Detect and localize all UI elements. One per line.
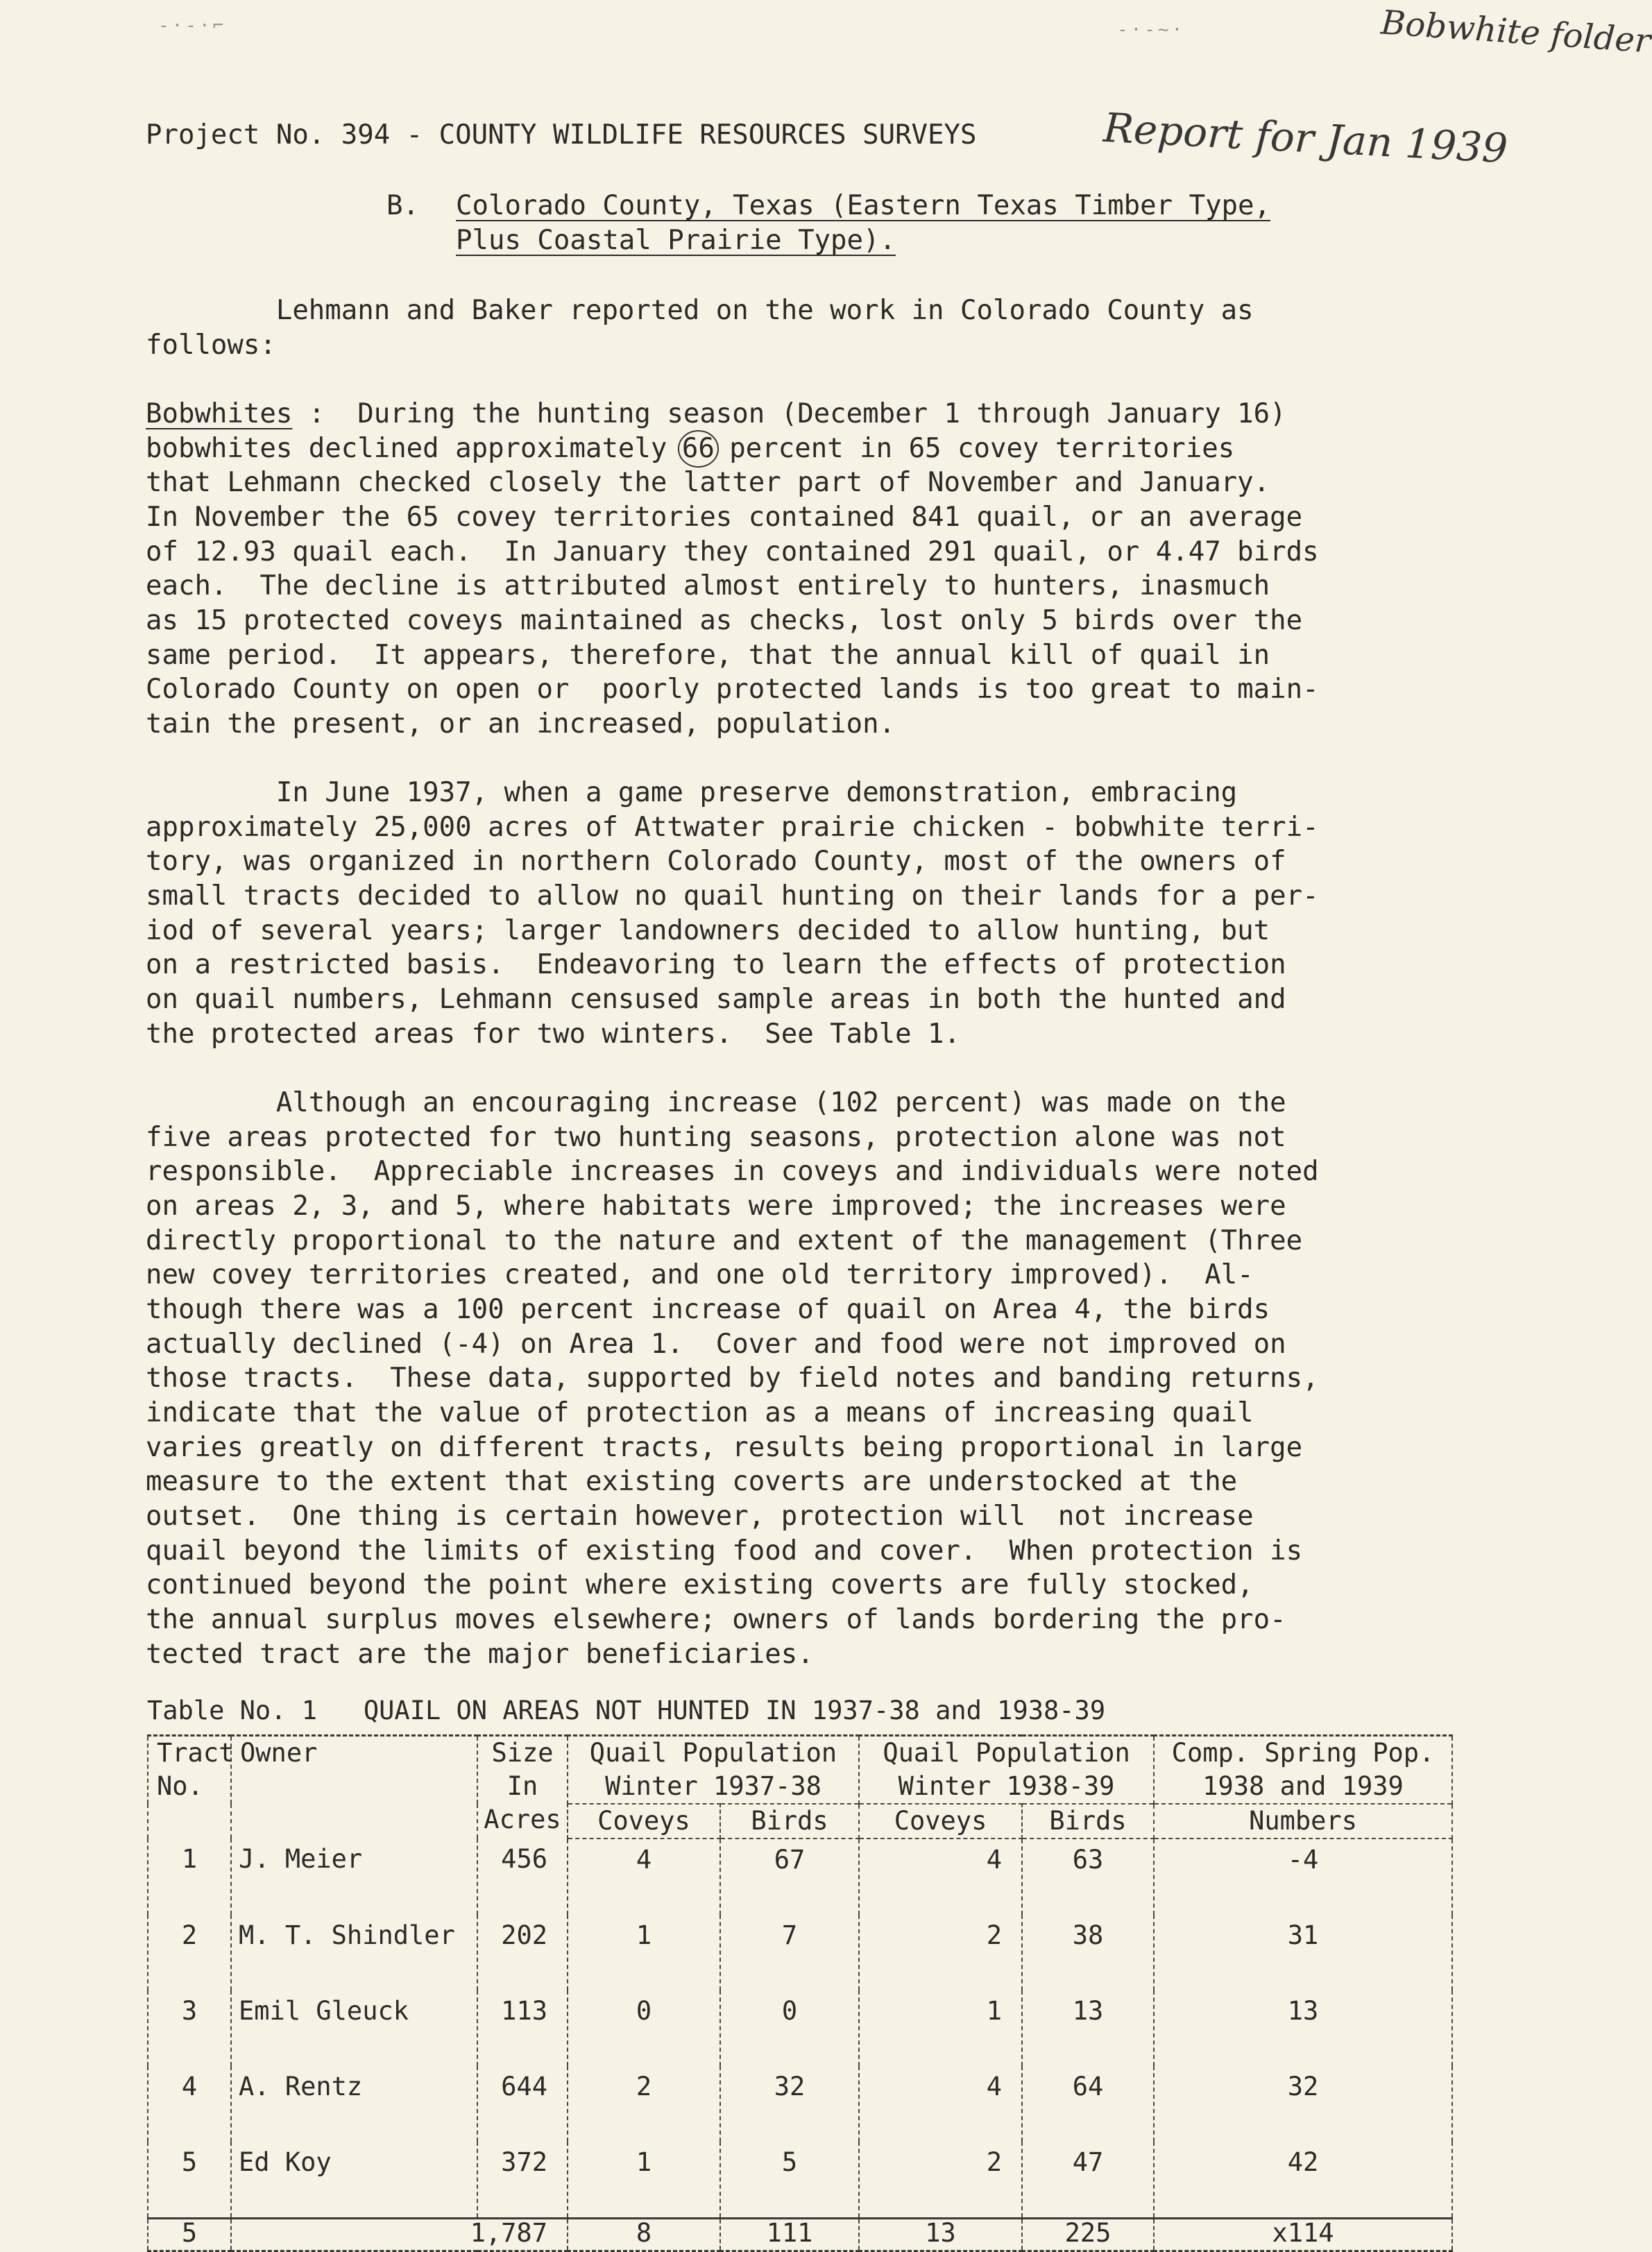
section-title-line1: Colorado County, Texas (Eastern Texas Timber Type, (456, 190, 1270, 221)
header-owner: Owner (231, 1736, 477, 1839)
para2-line-8: the protected areas for two winters. See Table 1. (146, 1018, 960, 1050)
bobwhites-line-8: same period. It appears, therefore, that the annual kill of quail in (146, 640, 1270, 671)
cell-owner: Ed Koy (231, 2142, 477, 2219)
cell-birds-1937: 7 (720, 1915, 859, 1990)
cell-coveys-1938: 4 (859, 1839, 1022, 1915)
header-coveys-1937: Coveys (568, 1804, 720, 1839)
para3-line-12: measure to the extent that existing coverts are understocked at the (146, 1466, 1238, 1497)
cell-owner: Emil Gleuck (231, 1990, 477, 2066)
cell-coveys-1937: 1 (568, 1915, 720, 1990)
total-acres: 1,787 (231, 2219, 568, 2251)
total-coveys-1938: 13 (859, 2219, 1022, 2251)
bobwhites-line-4: In November the 65 covey territories contained 841 quail, or an average (146, 502, 1303, 533)
table-row (148, 2066, 1452, 2142)
table-row (148, 1915, 1452, 1990)
cell-owner: M. T. Shindler (231, 1915, 477, 1990)
cell-coveys-1938: 2 (859, 2142, 1022, 2219)
table-header-row (148, 1736, 1452, 1805)
para2-line-3: tory, was organized in northern Colorado County, most of the owners of (146, 846, 1286, 877)
total-tract: 5 (148, 2219, 231, 2251)
cell-birds-1938: 38 (1022, 1915, 1154, 1990)
para3-line-1: Although an encouraging increase (102 percent) was made on the (146, 1087, 1286, 1118)
para3-line-9: those tracts. These data, supported by field notes and banding returns, (146, 1363, 1319, 1394)
para2-line-1: In June 1937, when a game preserve demonstration, embracing (146, 777, 1238, 808)
circled-percent: 66 (678, 430, 719, 468)
para3-line-5: directly proportional to the nature and extent of the management (Three (146, 1225, 1303, 1256)
para2-line-7: on quail numbers, Lehmann censused sample areas in both the hunted and (146, 984, 1286, 1015)
cell-coveys-1937: 0 (568, 1990, 720, 2066)
cell-comp: 13 (1154, 1990, 1452, 2066)
cell-birds-1937: 67 (720, 1839, 859, 1915)
para2-line-5: iod of several years; larger landowners decided to allow hunting, but (146, 915, 1270, 946)
header-birds-1938: Birds (1022, 1804, 1154, 1839)
quail-table (147, 1734, 1453, 2252)
handwritten-folder-note: Bobwhite folder (1379, 3, 1652, 61)
pencil-mark-left: -·-·⌐ (158, 15, 227, 36)
table-row (148, 1839, 1452, 1915)
table-row (148, 1990, 1452, 2066)
para3-line-10: indicate that the value of protection as a means of increasing quail (146, 1397, 1254, 1428)
section-title-line2: Plus Coastal Prairie Type). (456, 225, 896, 256)
project-title: Project No. 394 - COUNTY WILDLIFE RESOURCES SURVEYS (146, 119, 977, 151)
cell-owner: J. Meier (231, 1839, 477, 1915)
para3-line-14: quail beyond the limits of existing food and cover. When protection is (146, 1535, 1303, 1567)
bobwhites-line-2-end: percent in 65 covey territories (713, 433, 1235, 464)
cell-birds-1937: 5 (720, 2142, 859, 2219)
para3-line-7: though there was a 100 percent increase of quail on Area 4, the birds (146, 1294, 1270, 1325)
cell-tract: 1 (148, 1839, 231, 1915)
cell-comp: -4 (1154, 1839, 1452, 1915)
header-tract: Tract No. (148, 1736, 231, 1839)
bobwhites-line-1-text: : During the hunting season (December 1 through January 16) (292, 398, 1286, 429)
cell-coveys-1937: 1 (568, 2142, 720, 2219)
cell-acres: 644 (477, 2066, 568, 2142)
cell-tract: 5 (148, 2142, 231, 2219)
bobwhites-line-7: as 15 protected coveys maintained as checks, lost only 5 birds over the (146, 605, 1303, 636)
para2-line-2: approximately 25,000 acres of Attwater prairie chicken - bobwhite terri- (146, 812, 1319, 843)
pencil-mark-right: -·-~· (1117, 19, 1186, 40)
table-title: Table No. 1 QUAIL ON AREAS NOT HUNTED IN 1937-38 and 1938-39 (147, 1696, 1106, 1725)
cell-acres: 372 (477, 2142, 568, 2219)
para3-line-8: actually declined (-4) on Area 1. Cover and food were not improved on (146, 1329, 1286, 1360)
header-pop-1938: Quail Population Winter 1938-39 (859, 1736, 1154, 1805)
cell-acres: 456 (477, 1839, 568, 1915)
bobwhites-line-2-start: bobwhites declined approximately (146, 433, 683, 464)
cell-coveys-1937: 2 (568, 2066, 720, 2142)
cell-tract: 3 (148, 1990, 231, 2066)
cell-birds-1937: 0 (720, 1990, 859, 2066)
cell-owner: A. Rentz (231, 2066, 477, 2142)
section-letter: B. (386, 190, 419, 221)
header-coveys-1938: Coveys (859, 1804, 1022, 1839)
bobwhites-line-9: Colorado County on open or poorly protected lands is too great to main- (146, 674, 1319, 705)
header-size: Size In Acres (477, 1736, 568, 1839)
cell-birds-1938: 63 (1022, 1839, 1154, 1915)
cell-coveys-1938: 2 (859, 1915, 1022, 1990)
para3-line-16: the annual surplus moves elsewhere; owners of lands bordering the pro- (146, 1604, 1286, 1635)
bobwhites-line-3: that Lehmann checked closely the latter part of November and January. (146, 467, 1270, 498)
cell-comp: 32 (1154, 2066, 1452, 2142)
total-birds-1937: 111 (720, 2219, 859, 2251)
cell-coveys-1938: 4 (859, 2066, 1022, 2142)
header-comp: Comp. Spring Pop. 1938 and 1939 (1154, 1736, 1452, 1805)
cell-tract: 4 (148, 2066, 231, 2142)
header-pop-1937: Quail Population Winter 1937-38 (568, 1736, 859, 1805)
para2-line-6: on a restricted basis. Endeavoring to learn the effects of protection (146, 949, 1286, 980)
table-row (148, 2142, 1452, 2219)
cell-tract: 2 (148, 1915, 231, 1990)
para3-line-17: tected tract are the major beneficiaries. (146, 1639, 814, 1670)
para3-line-11: varies greatly on different tracts, results being proportional in large (146, 1432, 1303, 1463)
cell-birds-1937: 32 (720, 2066, 859, 2142)
para2-line-4: small tracts decided to allow no quail hunting on their lands for a per- (146, 880, 1319, 912)
bobwhites-line-2 (146, 432, 1234, 466)
cell-acres: 202 (477, 1915, 568, 1990)
total-coveys-1937: 8 (568, 2219, 720, 2251)
header-numbers: Numbers (1154, 1804, 1452, 1839)
para3-line-15: continued beyond the point where existing coverts are fully stocked, (146, 1569, 1254, 1601)
cell-acres: 113 (477, 1990, 568, 2066)
handwritten-report-note: Report for Jan 1939 (1102, 103, 1509, 173)
para3-line-4: on areas 2, 3, and 5, where habitats were improved; the increases were (146, 1191, 1286, 1222)
bobwhites-heading: Bobwhites (146, 398, 293, 429)
cell-coveys-1938: 1 (859, 1990, 1022, 2066)
cell-comp: 31 (1154, 1915, 1452, 1990)
cell-coveys-1937: 4 (568, 1839, 720, 1915)
total-birds-1938: 225 (1022, 2219, 1154, 2251)
intro-line-2: follows: (146, 330, 276, 361)
totals-row (148, 2219, 1452, 2251)
cell-birds-1938: 13 (1022, 1990, 1154, 2066)
cell-birds-1938: 47 (1022, 2142, 1154, 2219)
cell-birds-1938: 64 (1022, 2066, 1154, 2142)
cell-comp: 42 (1154, 2142, 1452, 2219)
bobwhites-line-10: tain the present, or an increased, population. (146, 708, 896, 740)
para3-line-2: five areas protected for two hunting seasons, protection alone was not (146, 1122, 1286, 1153)
bobwhites-line-1 (146, 397, 1286, 432)
para3-line-3: responsible. Appreciable increases in coveys and individuals were noted (146, 1156, 1319, 1187)
intro-line-1: Lehmann and Baker reported on the work in Colorado County as (146, 295, 1254, 326)
para3-line-6: new covey territories created, and one old territory improved). Al- (146, 1259, 1254, 1290)
bobwhites-line-6: each. The decline is attributed almost entirely to hunters, inasmuch (146, 570, 1270, 602)
para3-line-13: outset. One thing is certain however, protection will not increase (146, 1501, 1254, 1532)
header-birds-1937: Birds (720, 1804, 859, 1839)
bobwhites-line-5: of 12.93 quail each. In January they contained 291 quail, or 4.47 birds (146, 536, 1319, 568)
total-comp: x114 (1154, 2219, 1452, 2251)
